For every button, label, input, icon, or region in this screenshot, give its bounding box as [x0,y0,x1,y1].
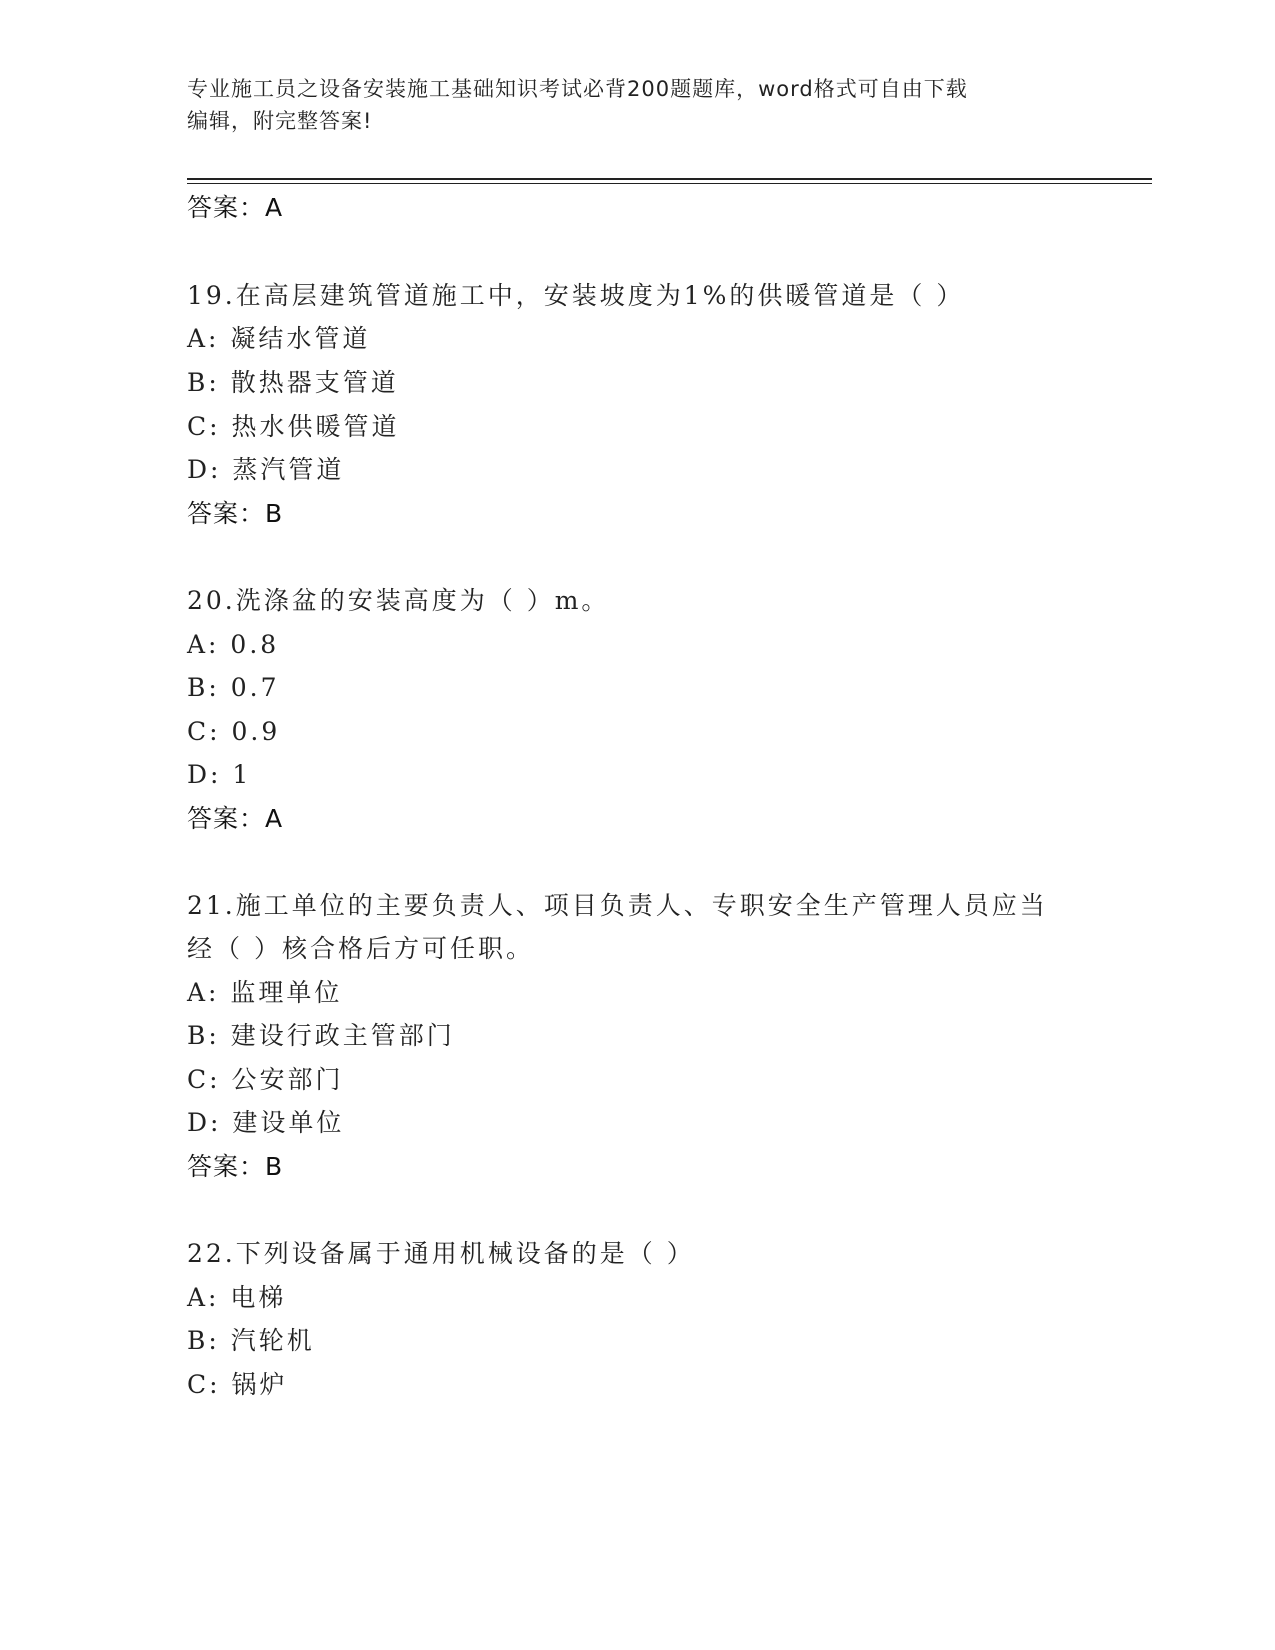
prev-answer [187,191,283,225]
question-20-option-b: B: 0.7 [187,673,280,702]
question-22-option-b: B: 汽轮机 [187,1326,315,1355]
answer-label: 答案： [187,1152,266,1181]
question-21-option-c: C: 公安部门 [187,1065,344,1094]
question-19-stem: 19.在高层建筑管道施工中，安装坡度为1%的供暖管道是（ ） [187,281,965,310]
answer-value: A [265,193,284,222]
question-21-option-b: B: 建设行政主管部门 [187,1021,455,1050]
header-divider-thin [187,183,1152,184]
answer-value: B [265,1152,284,1181]
question-22-stem: 22.下列设备属于通用机械设备的是（ ） [187,1239,695,1268]
header-divider-thick [187,178,1152,180]
question-19-option-d: D: 蒸汽管道 [187,455,345,484]
question-20-answer [187,802,283,836]
question-21-answer [187,1150,283,1184]
answer-value: B [265,499,284,528]
question-19-option-a: A: 凝结水管道 [187,324,371,353]
question-22-option-a: A: 电梯 [187,1283,287,1312]
question-20-option-c: C: 0.9 [187,717,281,746]
question-20-option-d: D: 1 [187,760,252,789]
question-21-stem-line-1: 21.施工单位的主要负责人、项目负责人、专职安全生产管理人员应当 [187,891,1048,920]
question-20-option-a: A: 0.8 [187,630,280,659]
question-21-stem-line-2: 经（ ）核合格后方可任职。 [187,934,534,963]
answer-label: 答案： [187,499,266,528]
header-line-2: 编辑，附完整答案! [187,109,373,133]
header-line-1: 专业施工员之设备安装施工基础知识考试必背200题题库，word格式可自由下载 [187,77,968,101]
question-22-option-c: C: 锅炉 [187,1370,288,1399]
answer-value: A [265,804,284,833]
question-21-option-a: A: 监理单位 [187,978,343,1007]
answer-label: 答案： [187,804,266,833]
question-20-stem: 20.洗涤盆的安装高度为（ ）m。 [187,586,610,615]
question-19-answer [187,497,283,531]
question-19-option-c: C: 热水供暖管道 [187,412,400,441]
answer-label: 答案： [187,193,266,222]
question-21-option-d: D: 建设单位 [187,1108,345,1137]
document-header [187,73,1087,137]
question-19-option-b: B: 散热器支管道 [187,368,399,397]
